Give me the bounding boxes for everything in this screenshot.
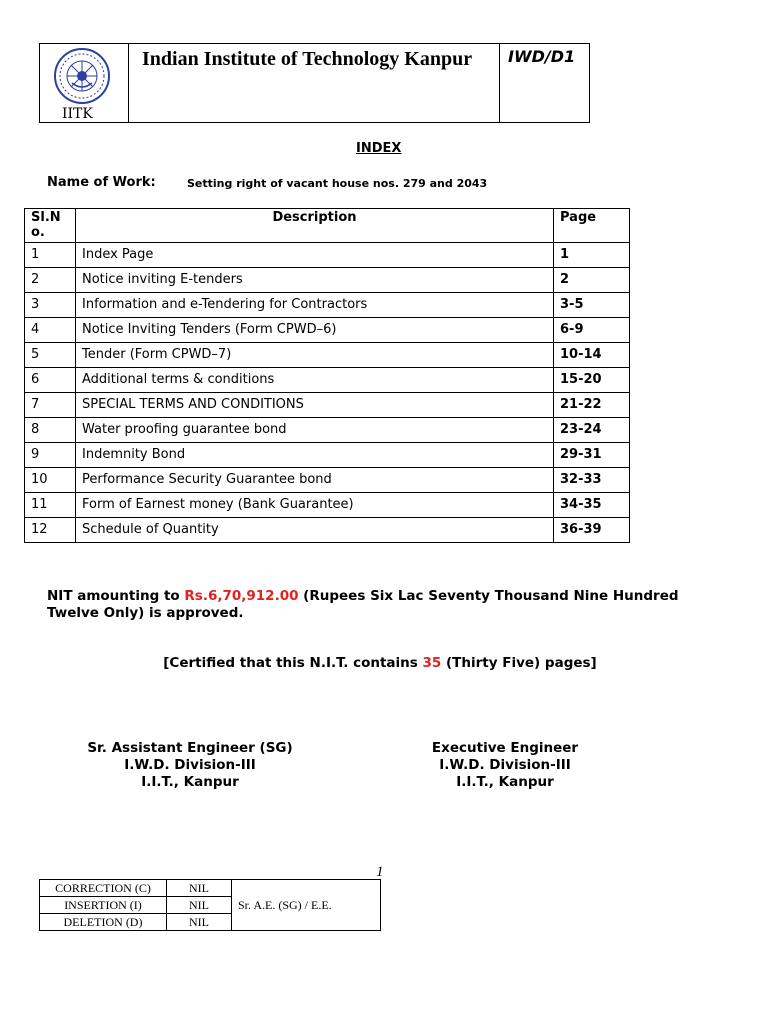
row-page: 6-9 xyxy=(554,318,630,343)
control-value: NIL xyxy=(167,897,232,914)
row-description: Schedule of Quantity xyxy=(76,518,554,543)
control-label: INSERTION (I) xyxy=(40,897,167,914)
name-of-work-value: Setting right of vacant house nos. 279 and 2043 xyxy=(187,177,488,190)
revision-control-table xyxy=(39,879,381,931)
row-description: Water proofing guarantee bond xyxy=(76,418,554,443)
row-description: Additional terms & conditions xyxy=(76,368,554,393)
table-row xyxy=(25,518,630,543)
row-sl-no: 11 xyxy=(25,493,76,518)
row-page: 29-31 xyxy=(554,443,630,468)
cert-page-count: 35 xyxy=(422,655,442,671)
document-code: IWD/D1 xyxy=(508,47,576,66)
table-row xyxy=(25,443,630,468)
control-value: NIL xyxy=(167,880,232,897)
control-label: CORRECTION (C) xyxy=(40,880,167,897)
signatory-division: I.W.D. Division-III xyxy=(124,757,256,773)
row-sl-no: 6 xyxy=(25,368,76,393)
row-description: Notice Inviting Tenders (Form CPWD–6) xyxy=(76,318,554,343)
signatory-title: Executive Engineer xyxy=(431,740,579,756)
institute-name: Indian Institute of Technology Kanpur xyxy=(142,48,473,70)
row-page: 34-35 xyxy=(554,493,630,518)
index-table xyxy=(24,208,630,543)
certification-statement xyxy=(0,655,760,671)
control-label: DELETION (D) xyxy=(40,914,167,931)
table-row xyxy=(25,343,630,368)
row-sl-no: 4 xyxy=(25,318,76,343)
row-description: SPECIAL TERMS AND CONDITIONS xyxy=(76,393,554,418)
control-row xyxy=(40,880,381,897)
row-page: 36-39 xyxy=(554,518,630,543)
signatory-division: I.W.D. Division-III xyxy=(439,757,571,773)
page-number: 1 xyxy=(376,864,384,880)
row-description: Indemnity Bond xyxy=(76,443,554,468)
row-page: 15-20 xyxy=(554,368,630,393)
row-sl-no: 10 xyxy=(25,468,76,493)
signatory-institute: I.I.T., Kanpur xyxy=(456,774,554,790)
row-page: 10-14 xyxy=(554,343,630,368)
row-sl-no: 9 xyxy=(25,443,76,468)
row-description: Performance Security Guarantee bond xyxy=(76,468,554,493)
row-description: Index Page xyxy=(76,243,554,268)
row-sl-no: 8 xyxy=(25,418,76,443)
row-page: 1 xyxy=(554,243,630,268)
row-sl-no: 7 xyxy=(25,393,76,418)
cert-suffix: (Thirty Five) pages] xyxy=(441,655,597,671)
signatory-assistant-engineer xyxy=(60,740,320,791)
nit-prefix: NIT amounting to xyxy=(47,588,185,604)
nit-approval-statement xyxy=(47,588,707,622)
signatory-executive-engineer xyxy=(380,740,630,791)
logo-cell xyxy=(40,44,129,123)
table-row xyxy=(25,468,630,493)
control-signature: Sr. A.E. (SG) / E.E. xyxy=(232,880,381,931)
cert-prefix: [Certified that this N.I.T. contains xyxy=(163,655,423,671)
column-header-description: Description xyxy=(76,209,554,243)
row-sl-no: 2 xyxy=(25,268,76,293)
row-description: Tender (Form CPWD–7) xyxy=(76,343,554,368)
column-header-sl-no: Sl.N o. xyxy=(25,209,76,243)
row-page: 2 xyxy=(554,268,630,293)
name-of-work-label: Name of Work: xyxy=(47,175,156,190)
table-row xyxy=(25,318,630,343)
row-page: 32-33 xyxy=(554,468,630,493)
row-page: 21-22 xyxy=(554,393,630,418)
column-header-page: Page xyxy=(554,209,630,243)
row-description: Form of Earnest money (Bank Guarantee) xyxy=(76,493,554,518)
index-title: INDEX xyxy=(356,141,402,156)
nit-suffix: (Rupees Six Lac Seventy Thousand Nine Hundred Twelve Only) is approved. xyxy=(47,588,679,621)
row-sl-no: 5 xyxy=(25,343,76,368)
nit-amount: Rs.6,70,912.00 xyxy=(184,588,299,604)
signatory-title: Sr. Assistant Engineer (SG) xyxy=(87,740,293,756)
row-sl-no: 3 xyxy=(25,293,76,318)
row-page: 23-24 xyxy=(554,418,630,443)
row-sl-no: 1 xyxy=(25,243,76,268)
signatory-institute: I.I.T., Kanpur xyxy=(141,774,239,790)
control-value: NIL xyxy=(167,914,232,931)
table-row xyxy=(25,293,630,318)
row-description: Information and e-Tendering for Contractors xyxy=(76,293,554,318)
logo-label: IITK xyxy=(62,106,93,122)
row-sl-no: 12 xyxy=(25,518,76,543)
table-row xyxy=(25,393,630,418)
row-description: Notice inviting E-tenders xyxy=(76,268,554,293)
table-row xyxy=(25,268,630,293)
table-row xyxy=(25,368,630,393)
document-code-cell xyxy=(499,44,591,123)
iitk-logo-icon xyxy=(51,47,113,105)
document-header xyxy=(39,43,590,123)
table-header-row xyxy=(25,209,630,243)
table-row xyxy=(25,243,630,268)
row-page: 3-5 xyxy=(554,293,630,318)
table-row xyxy=(25,493,630,518)
table-row xyxy=(25,418,630,443)
